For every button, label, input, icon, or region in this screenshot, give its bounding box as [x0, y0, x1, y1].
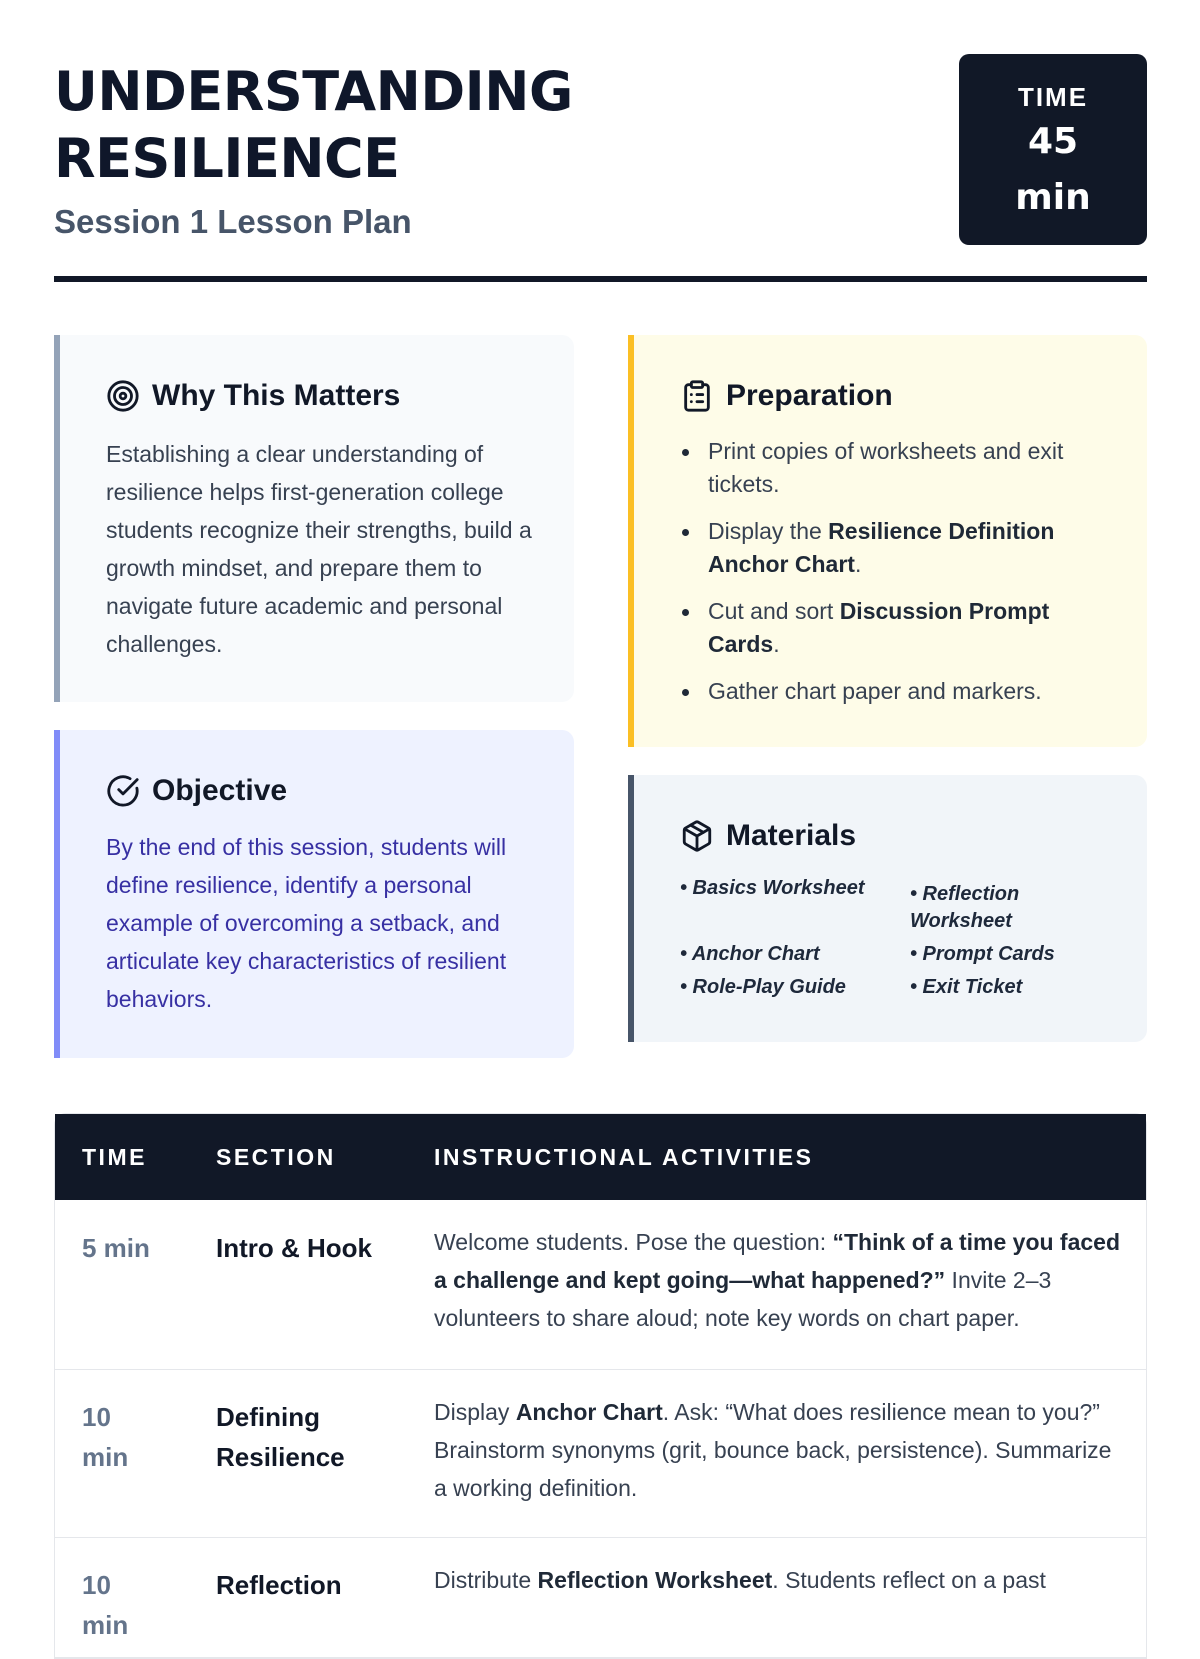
row-activities: Welcome students. Pose the question: “Think of a time you faced a challenge and kept going—what happened?” Invite 2–3 volunteers to share aloud; note key words on chart paper. [434, 1229, 1121, 1331]
title-line-1: UNDERSTANDING [54, 60, 573, 123]
schedule-table [54, 1113, 1147, 1659]
time-label: TIME [1017, 82, 1089, 112]
materials-title: Materials [726, 819, 857, 852]
row-section: Defining Resilience [216, 1402, 345, 1472]
header-section: SECTION [216, 1144, 336, 1170]
objective-card [54, 730, 574, 1058]
table-header [55, 1114, 1146, 1200]
objective-body: By the end of this session, students will define resilience, identify a personal example of overcoming a setback, and articulate key characteristics of resilient behaviors. [106, 834, 507, 1012]
objective-title: Objective [152, 774, 288, 807]
header-activities: INSTRUCTIONAL ACTIVITIES [434, 1144, 814, 1170]
preparation-title: Preparation [726, 379, 893, 412]
row-activities: Distribute Reflection Worksheet. Students reflect on a past [434, 1567, 1046, 1593]
why-title: Why This Matters [152, 379, 401, 412]
preparation-item: Display the Resilience Definition Anchor Chart. [682, 515, 1122, 581]
material-item: • Reflection Worksheet [910, 883, 1020, 932]
materials-card [628, 775, 1147, 1042]
material-item: • Anchor Chart [680, 943, 820, 965]
material-item: • Basics Worksheet [680, 877, 865, 899]
page-title [54, 58, 573, 192]
preparation-item: Print copies of worksheets and exit tickets. [682, 435, 1122, 501]
lesson-plan-page [54, 0, 1147, 1640]
material-item: • Role-Play Guide [680, 976, 846, 998]
page-subtitle: Session 1 Lesson Plan [54, 203, 412, 240]
table-row [55, 1200, 1146, 1370]
target-icon [106, 379, 140, 413]
row-activities: Display Anchor Chart. Ask: “What does resilience mean to you?” Brainstorm synonyms (grit, bounce back, persistence). Summarize a working definition. [434, 1399, 1112, 1501]
table-row [55, 1370, 1146, 1538]
why-this-matters-card [54, 335, 574, 702]
why-body: Establishing a clear understanding of resilience helps first-generation college students recognize their strengths, build a growth mindset, and prepare them to navigate future academic and personal challenges. [106, 441, 532, 657]
preparation-item: Gather chart paper and markers. [682, 675, 1122, 708]
preparation-card [628, 335, 1147, 747]
preparation-item: Cut and sort Discussion Prompt Cards. [682, 595, 1122, 661]
time-value: 45 [1027, 121, 1079, 162]
row-time: 10 min [82, 1402, 129, 1472]
row-section: Intro & Hook [216, 1233, 372, 1263]
why-heading [106, 379, 400, 413]
title-line-2: RESILIENCE [54, 127, 400, 190]
preparation-heading [680, 379, 893, 413]
time-unit: min [1015, 177, 1091, 218]
header-time: TIME [82, 1144, 147, 1170]
package-icon [680, 819, 714, 853]
check-circle-icon [106, 774, 140, 808]
time-badge [959, 54, 1147, 245]
preparation-list [682, 435, 1122, 722]
table-row [55, 1538, 1146, 1658]
row-section: Reflection [216, 1570, 342, 1600]
material-item: • Prompt Cards [910, 943, 1055, 965]
page-header [54, 52, 1147, 282]
material-item: • Exit Ticket [910, 976, 1023, 998]
materials-heading [680, 819, 856, 853]
row-time: 10 min [82, 1570, 129, 1640]
clipboard-icon [680, 379, 714, 413]
row-time: 5 min [82, 1233, 150, 1263]
objective-heading [106, 774, 287, 808]
